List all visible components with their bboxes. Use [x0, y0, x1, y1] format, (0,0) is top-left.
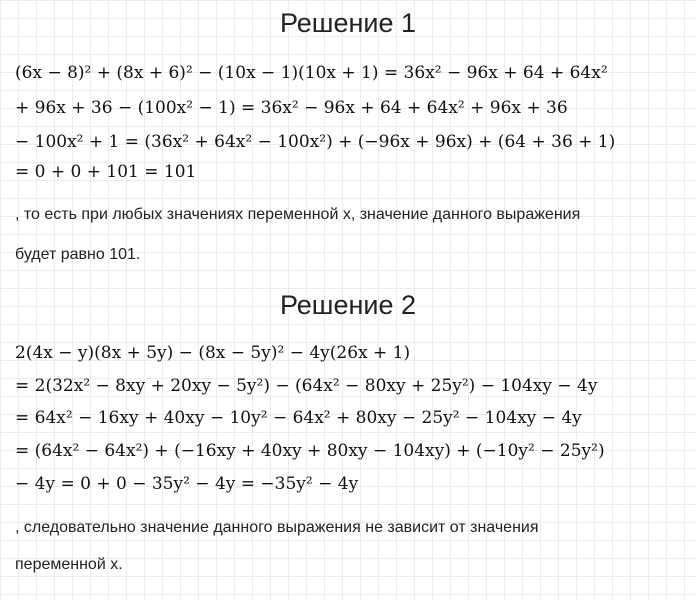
solution-2-math-line: = 2(32x² − 8xy + 20xy − 5y²) − (64x² − 80xy + 25y²) − 104xy − 4y [15, 376, 598, 396]
solution-1-math-line: − 100x² + 1 = (36x² + 64x² − 100x²) + (−96x + 96x) + (64 + 36 + 1) [15, 132, 616, 152]
solution-2-math-line: − 4y = 0 + 0 − 35y² − 4y = −35y² − 4y [15, 474, 359, 494]
solution-1-note: будет равно 101. [15, 246, 141, 263]
solution-2-note: , следовательно значение данного выражения не зависит от значения [15, 519, 539, 536]
solution-1-note: , то есть при любых значениях переменной x, значение данного выражения [15, 206, 581, 223]
solution-2-math-line: = (64x² − 64x²) + (−16xy + 40xy + 80xy − 104xy) + (−10y² − 25y²) [15, 441, 605, 461]
solution-1-heading: Решение 1 [279, 8, 417, 38]
solution-1-math-line: + 96x + 36 − (100x² − 1) = 36x² − 96x + 64 + 64x² + 96x + 36 [15, 98, 568, 118]
solution-1-math-line: = 0 + 0 + 101 = 101 [15, 162, 197, 182]
solution-1-math-line: (6x − 8)² + (8x + 6)² − (10x − 1)(10x + 1) = 36x² − 96x + 64 + 64x² [15, 63, 608, 83]
solution-2-heading: Решение 2 [279, 290, 417, 320]
solution-2-math-line: 2(4x − y)(8x + 5y) − (8x − 5y)² − 4y(26x + 1) [15, 343, 411, 363]
solution-2-note: переменной x. [15, 556, 123, 573]
solution-2-math-line: = 64x² − 16xy + 40xy − 10y² − 64x² + 80xy − 25y² − 104xy − 4y [15, 408, 582, 428]
